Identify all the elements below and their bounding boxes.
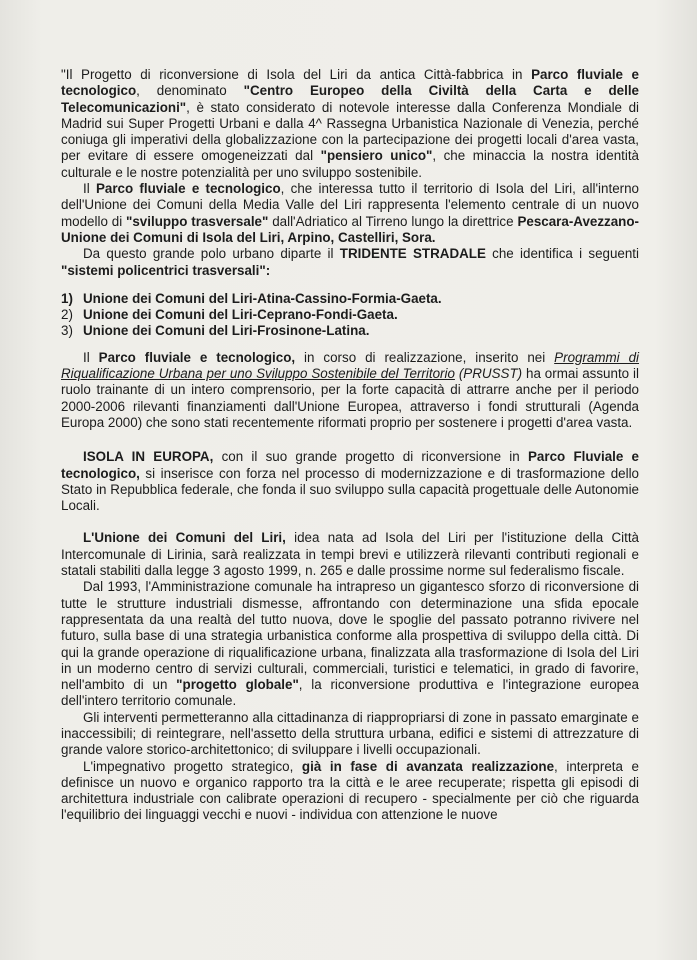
- text-run: in corso di realizzazione, inserito nei: [295, 349, 555, 365]
- text-run: Il: [83, 181, 96, 197]
- text-run: ha ormai assunto il ruolo trainante di un intero comprensorio, per la forte capacità di attrarre anche per il periodo 2000-2006 rilevanti finanziamenti dall'Unione Europea, attraverso i fondi strutturali (Agenda Europa 2000) che sono stati recentemente riformati proprio per sostenere i progetti d'area vasta.: [61, 366, 639, 430]
- paragraph-dal-1993: [61, 579, 639, 709]
- paragraph-interventi: [61, 710, 639, 759]
- list-item: [61, 291, 639, 307]
- text-run: con il suo grande progetto di riconversione in: [213, 449, 528, 465]
- text-run: Pescara-Avezzano-Unione dei Comuni di Isola del Liri, Arpino, Castelliri, Sora.: [61, 213, 639, 245]
- paragraph-unione-comuni: [61, 530, 639, 579]
- text-run: ISOLA IN EUROPA,: [83, 449, 214, 465]
- text-run: Dal 1993, l'Amministrazione comunale ha intrapreso un gigantesco sforzo di riconversione di tutte le strutture industriali dismesse, affrontando con determinazione una sfida epocale rappresentata da una realtà del tutto nuova, dove le spoglie del passato potranno rivivere nel futuro, sulla base di una strategia urbanistica conforme alla prospettiva di sviluppo della città. Di qui la grande operazione di riqualificazione urbana, finalizzata alla trasformazione di Isola del Liri in un moderno centro di servizi culturali, commerciali, turistici e telematici, in grado di favorire, nell'ambito di un: [61, 579, 639, 693]
- text-run: "pensiero unico": [320, 148, 433, 164]
- text-run: "sistemi policentrici trasversali":: [61, 262, 271, 278]
- paragraph-prusst: [61, 350, 639, 431]
- paragraph-isola-in-europa: [61, 449, 639, 514]
- text-run: Parco Fluviale e tecnologico,: [61, 449, 639, 481]
- text-run: L'impegnativo progetto strategico,: [83, 758, 302, 774]
- text-run: , denominato: [136, 83, 244, 99]
- paragraph-progetto-strategico: [61, 759, 639, 824]
- text-run: "Il Progetto di riconversione di Isola del Liri da antica Città-fabbrica in: [61, 67, 532, 82]
- text-run: , che minaccia la nostra identità culturale e le nostre potenzialità per uno sviluppo sostenibile.: [61, 148, 640, 180]
- list-item-label: Unione dei Comuni del Liri-Frosinone-Latina.: [83, 323, 370, 339]
- list-item-number: 2): [61, 307, 73, 323]
- text-run: "Centro Europeo della Civiltà della Carta e delle Telecomunicazioni": [61, 83, 639, 115]
- text-run: che identifica i seguenti: [485, 246, 640, 262]
- paragraph-parco: [61, 181, 639, 246]
- text-run: si inserisce con forza nel processo di modernizzazione e di trasformazione dello Stato in Repubblica federale, che fonda il suo sviluppo sulla capacità progettuale delle Autonomie Locali.: [61, 465, 639, 514]
- text-run: , la riconversione produttiva e l'integrazione europea dell'intero territorio comunale.: [61, 677, 639, 709]
- text-run: "progetto globale": [176, 677, 299, 693]
- text-run: Parco fluviale e tecnologico: [61, 67, 640, 99]
- text-run: (PRUSST): [458, 366, 523, 382]
- list-item-number: 1): [61, 290, 73, 306]
- list-item-label: Unione dei Comuni del Liri-Atina-Cassino-Formia-Gaeta.: [83, 290, 442, 306]
- text-run: "sviluppo trasversale": [126, 213, 269, 229]
- text-run: , interpreta e definisce un nuovo e organico rapporto tra la città e le aree recuperate; rispetta gli episodi di architettura industriale con calibrate operazioni di recupero - specialmente per ciò che riguarda l'equilibrio dei linguaggi vecchi e nuovi - individua con attenzione le nuove: [61, 758, 639, 823]
- text-run: TRIDENTE STRADALE: [339, 246, 486, 262]
- list-item-number: 3): [61, 323, 73, 339]
- text-run: idea nata ad Isola del Liri per l'istituzione della Città Intercomunale di Lirinia, sarà realizzata in tempi brevi e utilizzerà rilevanti contributi regionali e statali stabiliti dalla legge 3 agosto 1999, n. 265 e dalle prossime norme sul federalismo fiscale.: [61, 530, 639, 579]
- text-run: già in fase di avanzata realizzazione: [301, 758, 555, 774]
- text-run: L'Unione dei Comuni del Liri,: [83, 530, 286, 546]
- text-run: , che interessa tutto il territorio di Isola del Liri, all'interno dell'Unione dei Comuni della Media Valle del Liri rappresenta l'elemento centrale di un nuovo modello di: [61, 181, 639, 229]
- text-run: Parco fluviale e tecnologico: [95, 181, 281, 197]
- text-run: dall'Adriatico al Tirreno lungo la direttrice: [268, 213, 518, 229]
- text-run: Parco fluviale e tecnologico,: [98, 349, 296, 365]
- text-run: Gli interventi permetteranno alla cittadinanza di riappropriarsi di zone in passato emarginate e inaccessibili; di reintegrare, nell'assetto della struttura urbana, edifici e sistemi di attrezzature di grande valore storico-architettonico; di sviluppare i livelli occupazionali.: [61, 709, 639, 758]
- text-run: Programmi di Riqualificazione Urbana per uno Sviluppo Sostenibile del Territorio: [61, 349, 640, 382]
- list-item-label: Unione dei Comuni del Liri-Ceprano-Fondi-Gaeta.: [83, 307, 398, 323]
- text-run: , è stato considerato di notevole interesse dalla Conferenza Mondiale di Madrid sui Super Progetti Urbani e dalla 4^ Rassegna Urbanistica Nazionale di Venezia, perché coniuga gli imperativi della globalizzazione con la partecipazione dei progetti locali d'area vasta, per evitare di essere omogeneizzati dal: [61, 99, 639, 164]
- text-run: Da questo grande polo urbano diparte il: [83, 246, 340, 262]
- sistemi-list: [61, 291, 639, 340]
- paragraph-intro: [61, 67, 639, 181]
- document-body: [61, 67, 639, 824]
- list-item: [61, 323, 639, 339]
- paragraph-tridente: [61, 246, 639, 279]
- list-item: [61, 307, 639, 323]
- text-run: Il: [83, 349, 99, 365]
